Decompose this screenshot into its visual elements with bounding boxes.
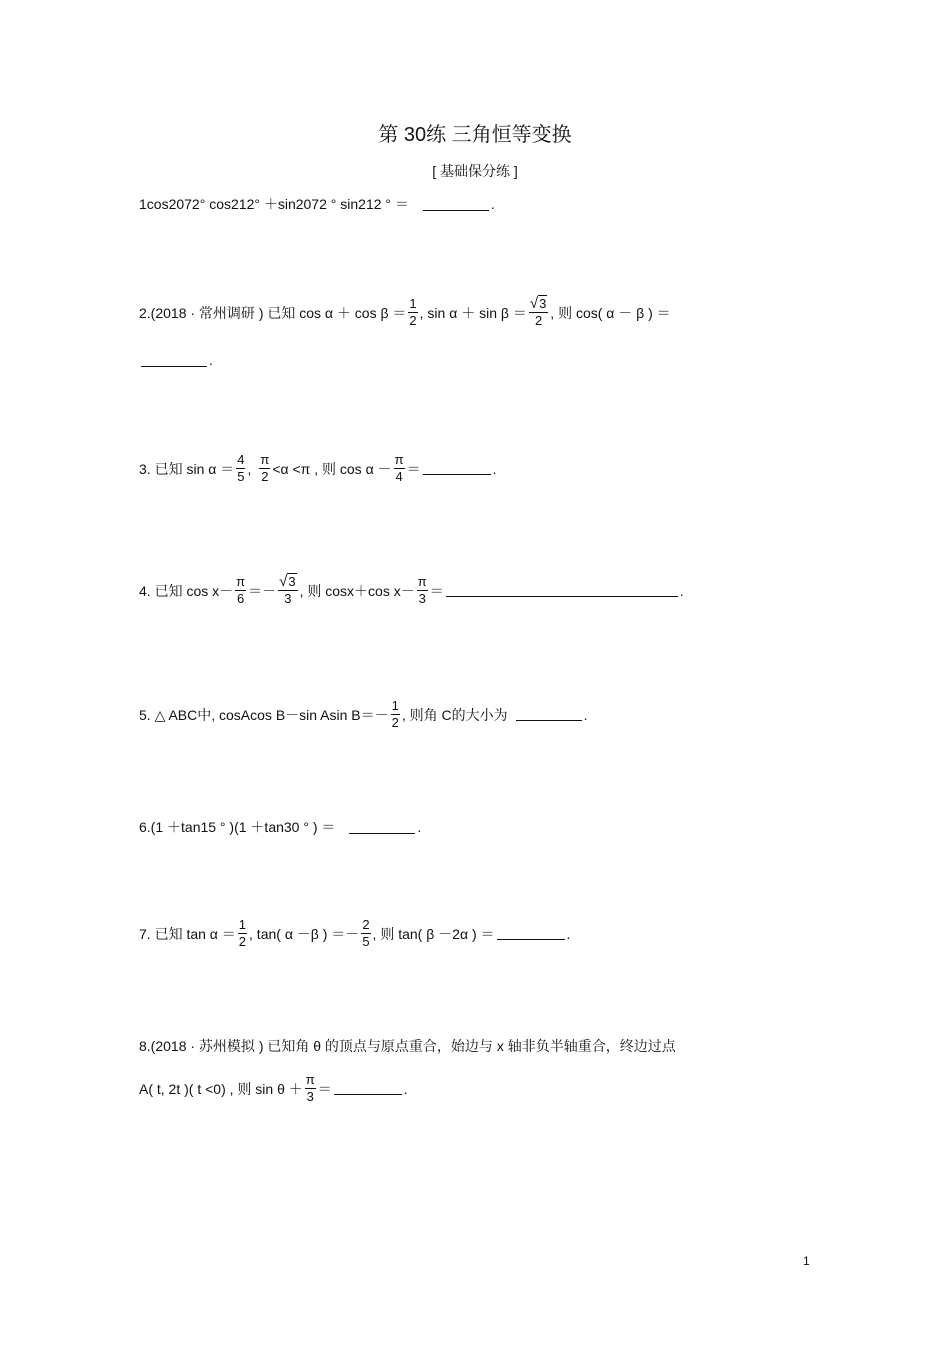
- question-6-end: .: [417, 819, 422, 835]
- question-4-pre: 4. 已知 cos x－: [139, 582, 234, 599]
- question-4-post: ＝: [429, 582, 444, 599]
- fraction: [305, 1072, 316, 1105]
- fraction-numerator: π: [417, 574, 427, 589]
- question-1: [139, 194, 495, 214]
- fraction-denominator: 2: [238, 934, 247, 949]
- fraction: [417, 574, 428, 607]
- fraction-denominator: 3: [284, 591, 292, 606]
- fraction-numerator: π: [260, 452, 270, 467]
- fraction-denominator: 2: [534, 313, 543, 328]
- question-2-continued: [139, 352, 213, 368]
- fraction-denominator: 2: [261, 469, 269, 484]
- fraction: [235, 574, 246, 607]
- question-8: [139, 1036, 676, 1056]
- question-3-post: ＝: [406, 460, 421, 477]
- answer-blank: [349, 821, 415, 834]
- answer-blank: [334, 1082, 402, 1095]
- sqrt-icon: √: [529, 295, 539, 312]
- question-5-end: .: [583, 706, 588, 723]
- question-1-end: .: [490, 196, 495, 212]
- fraction-numerator: 1: [391, 698, 399, 713]
- radicand: 3: [288, 574, 296, 589]
- page-title: 第 30练 三角恒等变换: [378, 124, 572, 146]
- fraction: [394, 452, 405, 485]
- fraction: [361, 917, 370, 950]
- question-2: [139, 296, 671, 329]
- page-number: 1: [803, 1254, 810, 1268]
- question-7-end: .: [566, 925, 571, 942]
- question-3: [139, 452, 496, 485]
- question-6-text: 6.(1 ＋tan15 ° )(1 ＋tan30 ° ) ＝: [139, 819, 336, 835]
- fraction-denominator: 6: [237, 591, 245, 606]
- question-8-post: ＝: [317, 1080, 332, 1097]
- question-3-end: .: [492, 460, 497, 477]
- fraction-denominator: 3: [418, 591, 426, 606]
- fraction-denominator: 2: [391, 715, 399, 730]
- fraction-denominator: 5: [362, 934, 370, 949]
- answer-blank: [516, 708, 582, 721]
- question-2-pre: 2.(2018 · 常州调研 ) 已知 cos α ＋ cos β ＝: [139, 304, 407, 321]
- fraction-denominator: 3: [306, 1089, 314, 1104]
- fraction-numerator: 1: [238, 917, 247, 932]
- fraction-numerator: 1: [409, 296, 417, 311]
- fraction: [408, 296, 417, 329]
- question-2-mid: , sin α ＋ sin β ＝: [419, 304, 527, 321]
- question-7-post: , 则 tan( β －2α ) ＝: [372, 925, 495, 942]
- question-2-end: .: [209, 352, 213, 368]
- question-8-pre: A( t, 2t )( t <0) , 则 sin θ ＋: [139, 1080, 303, 1097]
- fraction: [236, 452, 245, 485]
- answer-blank: [497, 927, 565, 940]
- question-5-pre: 5. △ ABC中, cosAcos B－sin Asin B＝－: [139, 706, 389, 723]
- section-subtitle: [ 基础保分练 ]: [432, 163, 518, 179]
- question-3-pre: 3. 已知 sin α ＝: [139, 460, 235, 477]
- fraction-numerator: 2: [362, 917, 370, 932]
- question-7-pre: 7. 已知 tan α ＝: [139, 925, 236, 942]
- answer-blank: [423, 462, 491, 475]
- question-3-mid1: ,: [247, 460, 252, 477]
- fraction: [238, 917, 247, 950]
- sqrt-icon: √: [279, 573, 288, 590]
- question-4-mid2: , 则 cosx＋cos x－: [299, 582, 415, 599]
- question-4-end: .: [679, 582, 684, 599]
- question-8-line1: 8.(2018 · 苏州模拟 ) 已知角 θ 的顶点与原点重合，始边与 x 轴非负半轴重合，终边过点: [139, 1038, 676, 1054]
- fraction-denominator: 5: [237, 469, 245, 484]
- fraction-denominator: 4: [395, 469, 403, 484]
- answer-blank: [423, 198, 489, 211]
- fraction: [391, 698, 400, 731]
- question-3-mid2: <α <π , 则 cos α －: [272, 460, 392, 477]
- fraction-numerator: π: [236, 574, 246, 589]
- question-5-post: , 则角 C的大小为: [401, 706, 508, 723]
- fraction: [529, 296, 548, 329]
- radicand: 3: [539, 296, 547, 311]
- question-4: [139, 574, 684, 607]
- question-7-mid: , tan( α －β ) ＝－: [249, 925, 360, 942]
- fraction-numerator: [278, 574, 297, 591]
- question-4-mid1: ＝－: [248, 582, 277, 599]
- question-6: [139, 817, 421, 837]
- question-7: [139, 917, 570, 950]
- answer-blank: [446, 584, 678, 597]
- fraction-denominator: 2: [409, 313, 417, 328]
- fraction: [259, 452, 270, 485]
- fraction-numerator: [529, 296, 548, 313]
- fraction: [278, 574, 297, 607]
- fraction-numerator: 4: [237, 452, 245, 467]
- question-5: [139, 698, 588, 731]
- answer-blank: [141, 354, 207, 367]
- question-1-text: 1cos2072° cos212° ＋sin2072 ° sin212 ° ＝: [139, 196, 409, 212]
- question-2-post: , 则 cos( α － β ) ＝: [550, 304, 671, 321]
- question-8-continued: [139, 1072, 408, 1105]
- fraction-numerator: π: [305, 1072, 315, 1087]
- question-8-end: .: [403, 1080, 408, 1097]
- fraction-numerator: π: [394, 452, 404, 467]
